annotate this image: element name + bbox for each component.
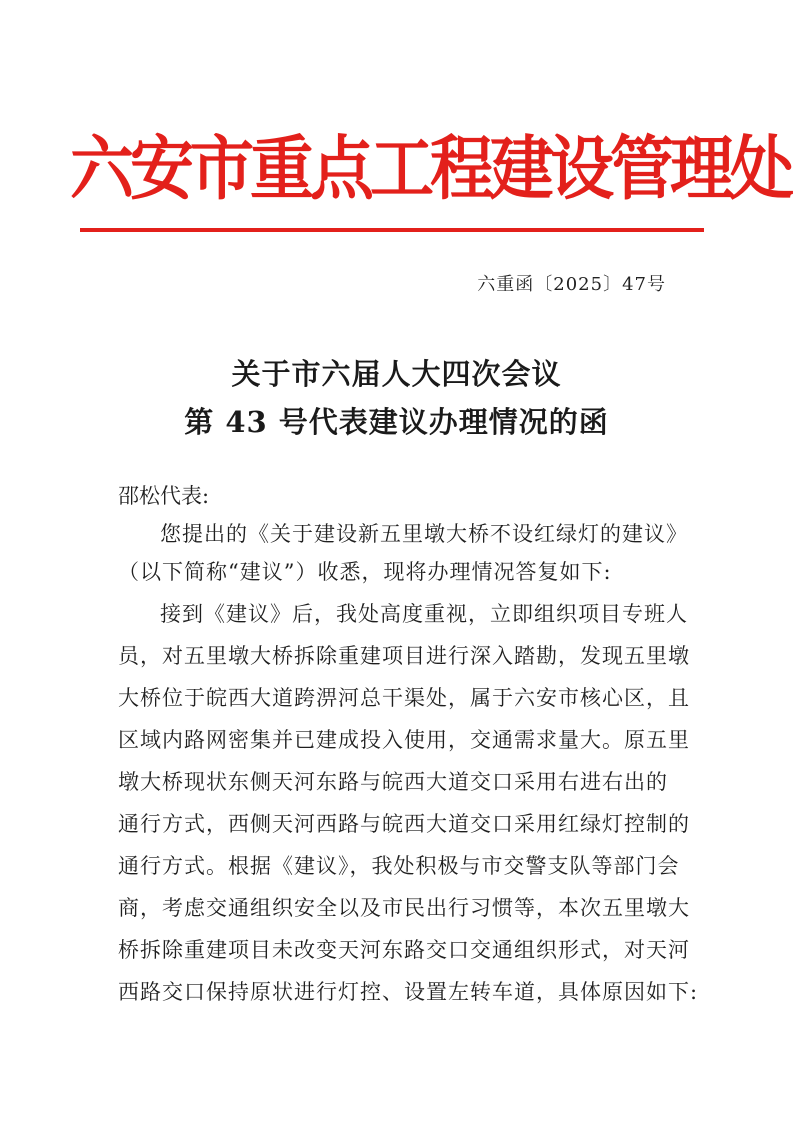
body-line-4: 员，对五里墩大桥拆除重建项目进行深入踏勘，发现五里墩 [118,644,690,668]
body-line-9: 通行方式。根据《建议》，我处积极与市交警支队等部门会 [118,854,680,878]
body-line-3: 接到《建议》后，我处高度重视，立即组织项目专班人 [160,602,688,626]
body-line-8: 通行方式，西侧天河西路与皖西大道交口采用红绿灯控制的 [118,812,690,836]
body-line-10: 商，考虑交通组织安全以及市民出行习惯等，本次五里墩大 [118,896,690,920]
body-line-5: 大桥位于皖西大道跨淠河总干渠处，属于六安市核心区，且 [118,686,690,710]
body-line-11: 桥拆除重建项目未改变天河东路交口交通组织形式，对天河 [118,938,690,962]
org-letterhead: 六安市重点工程建设管理处 [70,128,790,210]
body-line-2: （以下简称“建议”）收悉，现将办理情况答复如下: [118,560,612,584]
document-title-line-1: 关于市六届人大四次会议 [231,357,562,391]
document-number: 六重函〔2025〕47号 [477,274,666,295]
body-line-1: 您提出的《关于建设新五里墩大桥不设红绿灯的建议》 [160,522,688,546]
letterhead-red-rule [80,228,704,232]
document-title-line-2: 第 43 号代表建议办理情况的函 [184,405,609,439]
body-line-12: 西路交口保持原状进行灯控、设置左转车道，具体原因如下: [118,980,699,1004]
body-line-6: 区域内路网密集并已建成投入使用，交通需求量大。原五里 [118,728,690,752]
salutation: 邵松代表: [118,484,210,508]
body-line-7: 墩大桥现状东侧天河东路与皖西大道交口采用右进右出的 [118,770,668,794]
